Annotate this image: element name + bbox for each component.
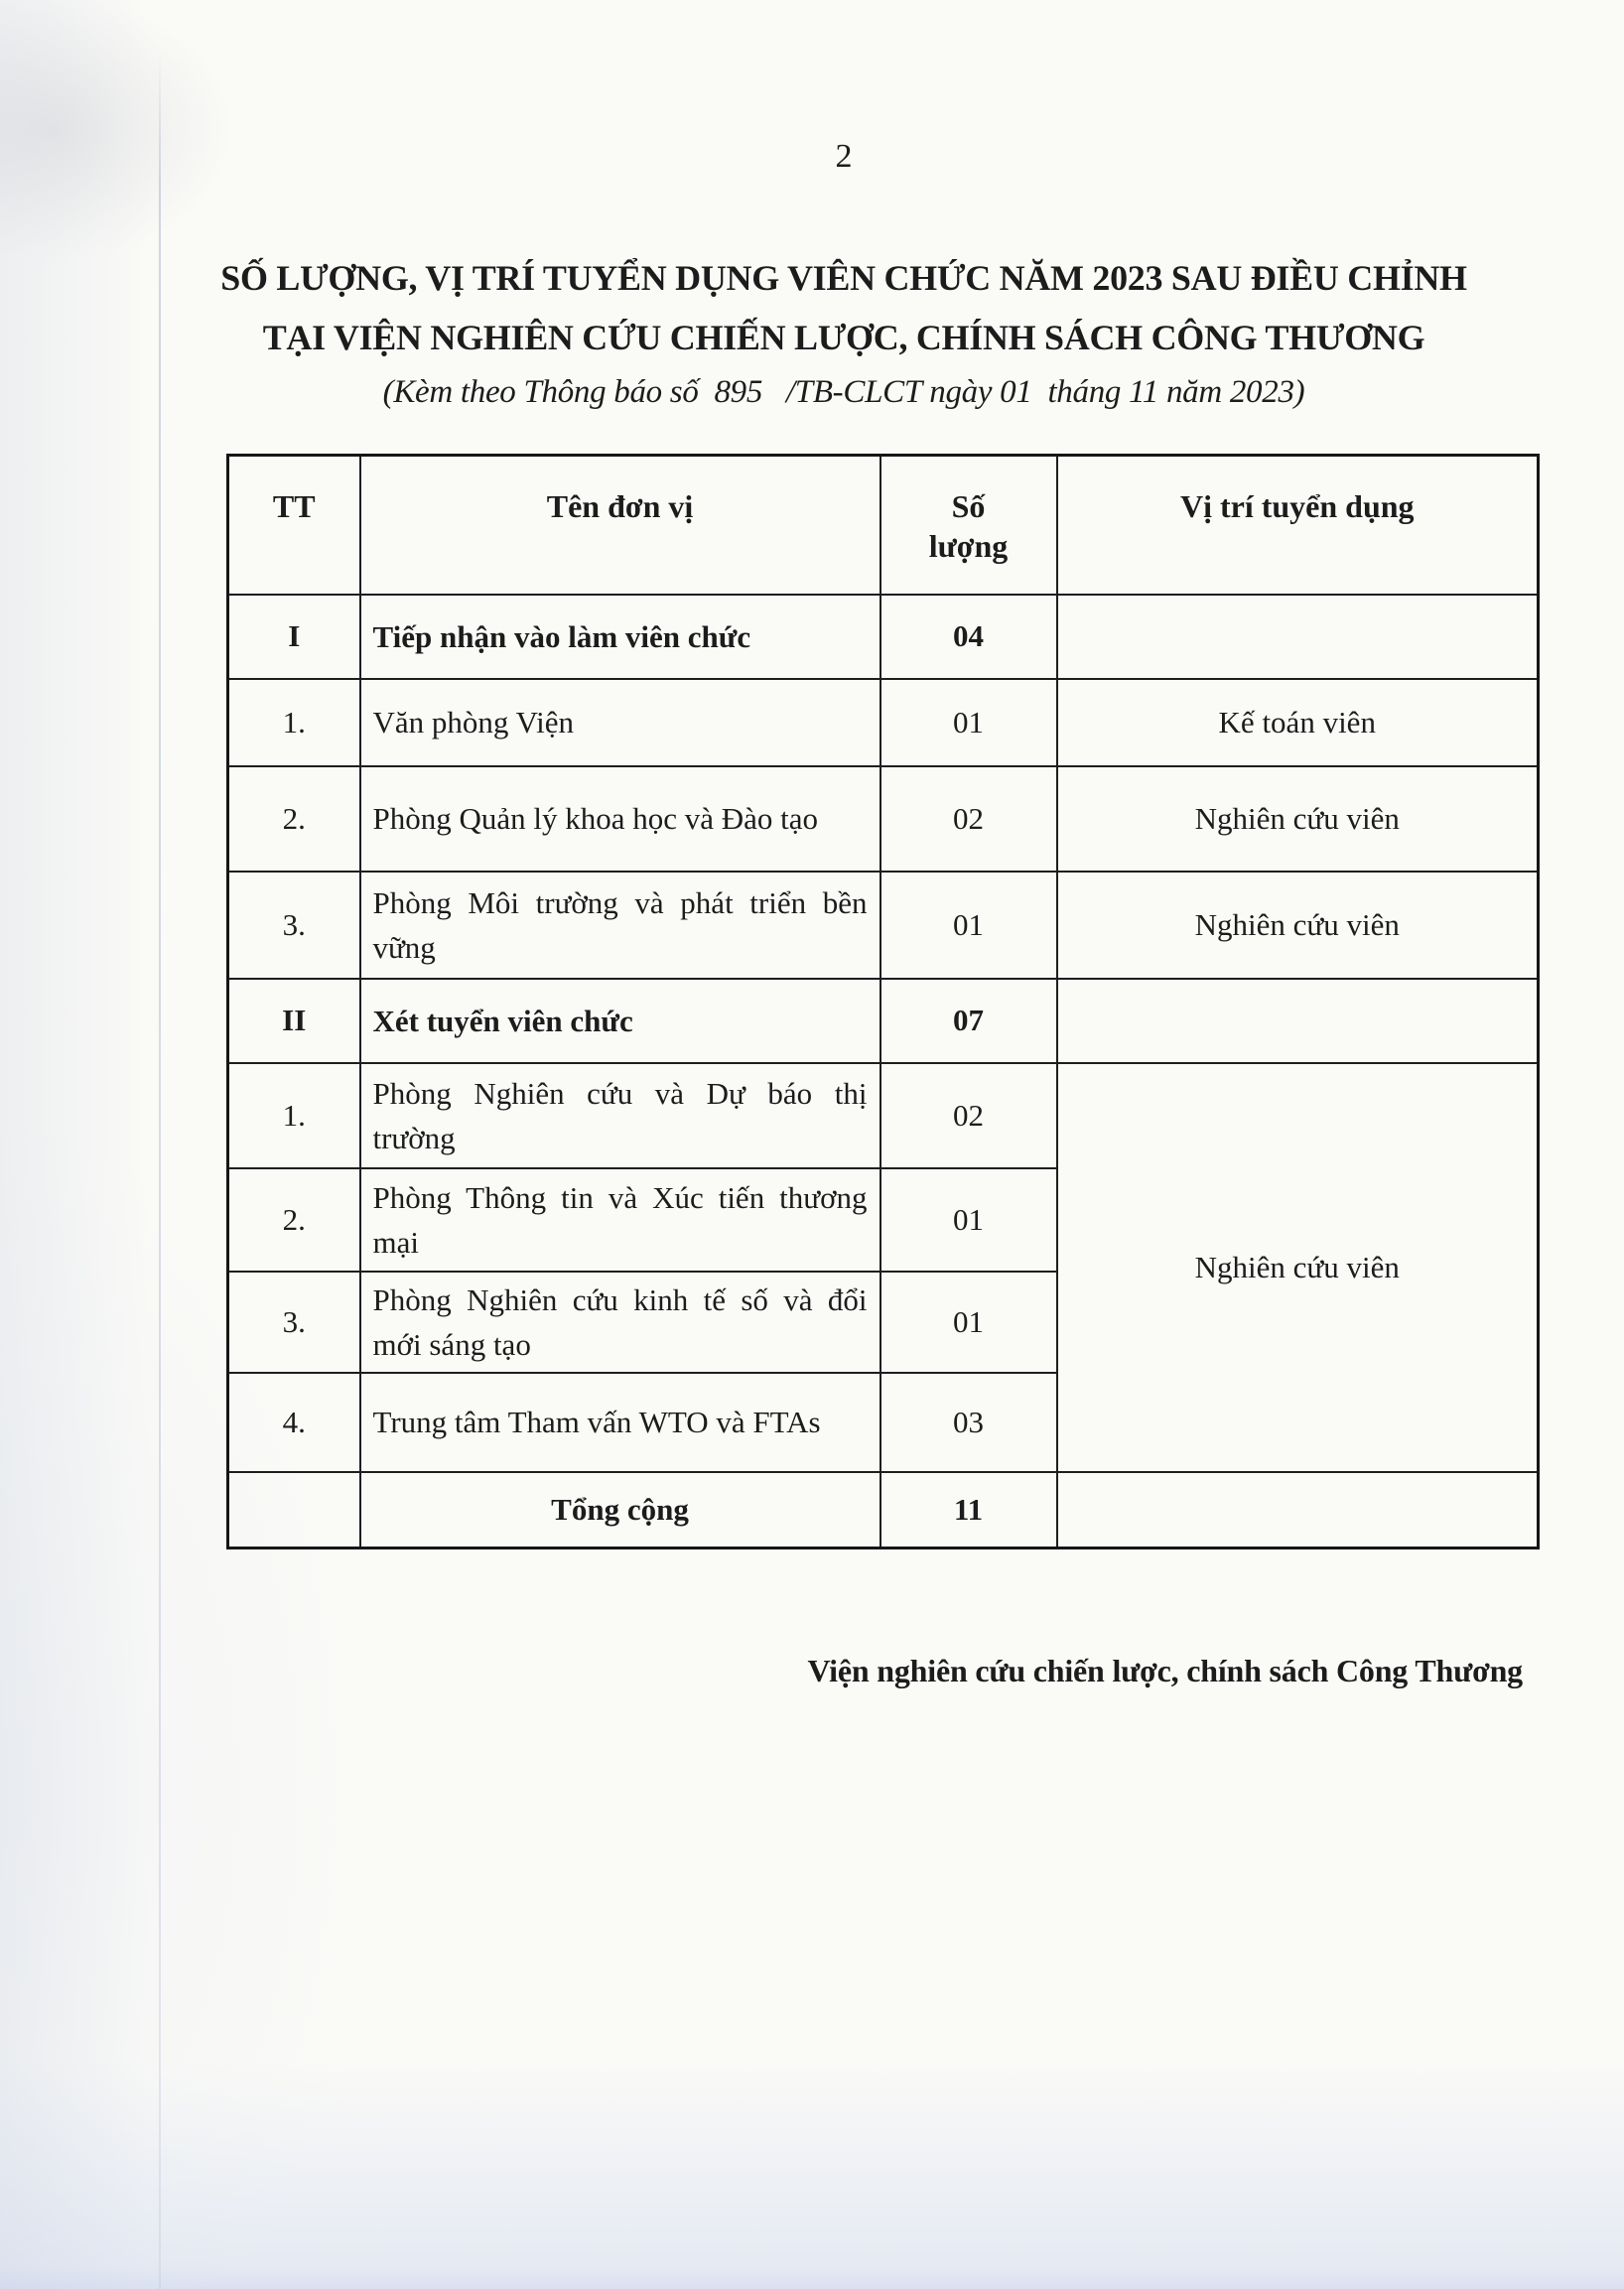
cell-tt: 3. xyxy=(228,872,360,979)
title-block xyxy=(169,248,1519,414)
cell-unit-name: Văn phòng Viện xyxy=(360,679,880,766)
cell-position xyxy=(1057,1472,1539,1548)
cell-unit-name: Phòng Môi trường và phát triển bền vững xyxy=(360,872,880,979)
document-title-line1: SỐ LƯỢNG, VỊ TRÍ TUYỂN DỤNG VIÊN CHỨC NĂM 2023 SAU ĐIỀU CHỈNH xyxy=(220,258,1467,298)
cell-quantity: 01 xyxy=(880,872,1057,979)
cell-quantity: 01 xyxy=(880,679,1057,766)
col-header-quantity xyxy=(880,456,1057,595)
row-section-ii xyxy=(228,979,1539,1063)
table-header-row xyxy=(228,456,1539,595)
cell-tt xyxy=(228,1472,360,1548)
cell-tt: 3. xyxy=(228,1272,360,1373)
table-header xyxy=(228,456,1539,595)
row-total xyxy=(228,1472,1539,1548)
row-i-2 xyxy=(228,766,1539,872)
col-header-tt: TT xyxy=(228,456,360,595)
cell-tt: 2. xyxy=(228,766,360,872)
cell-tt: 4. xyxy=(228,1373,360,1472)
cell-position: Nghiên cứu viên xyxy=(1057,872,1539,979)
cell-unit-name: Phòng Quản lý khoa học và Đào tạo xyxy=(360,766,880,872)
cell-tt: 1. xyxy=(228,679,360,766)
cell-quantity: 03 xyxy=(880,1373,1057,1472)
row-section-i xyxy=(228,595,1539,679)
cell-unit-name: Phòng Thông tin và Xúc tiến thương mại xyxy=(360,1168,880,1272)
cell-quantity: 11 xyxy=(880,1472,1057,1548)
row-i-3 xyxy=(228,872,1539,979)
cell-tt: 1. xyxy=(228,1063,360,1168)
cell-position-merged: Nghiên cứu viên xyxy=(1057,1063,1539,1472)
cell-position: Nghiên cứu viên xyxy=(1057,766,1539,872)
page-number: 2 xyxy=(835,138,853,175)
col-header-position: Vị trí tuyển dụng xyxy=(1057,456,1539,595)
cell-unit-name: Trung tâm Tham vấn WTO và FTAs xyxy=(360,1373,880,1472)
cell-tt: I xyxy=(228,595,360,679)
cell-tt: II xyxy=(228,979,360,1063)
row-ii-1 xyxy=(228,1063,1539,1168)
cell-quantity: 02 xyxy=(880,766,1057,872)
cell-position: Kế toán viên xyxy=(1057,679,1539,766)
cell-unit-name: Tiếp nhận vào làm viên chức xyxy=(360,595,880,679)
col-header-quantity-label: Số lượng xyxy=(928,488,1009,564)
cell-position xyxy=(1057,979,1539,1063)
cell-unit-name: Xét tuyển viên chức xyxy=(360,979,880,1063)
table-body xyxy=(228,595,1539,1548)
cell-quantity: 04 xyxy=(880,595,1057,679)
document-subtitle: (Kèm theo Thông báo số 895 /TB-CLCT ngày 01 tháng 11 năm 2023) xyxy=(382,374,1305,410)
cell-quantity: 07 xyxy=(880,979,1057,1063)
cell-total-label: Tổng cộng xyxy=(360,1472,880,1548)
scan-artifact-line xyxy=(159,52,161,2289)
cell-quantity: 01 xyxy=(880,1168,1057,1272)
cell-unit-name: Phòng Nghiên cứu kinh tế số và đổi mới sáng tạo xyxy=(360,1272,880,1373)
document-title-line2: TẠI VIỆN NGHIÊN CỨU CHIẾN LƯỢC, CHÍNH SÁCH CÔNG THƯƠNG xyxy=(262,318,1425,357)
cell-quantity: 01 xyxy=(880,1272,1057,1373)
cell-quantity: 02 xyxy=(880,1063,1057,1168)
row-i-1 xyxy=(228,679,1539,766)
col-header-unit: Tên đơn vị xyxy=(360,456,880,595)
recruitment-positions-table xyxy=(226,454,1540,1549)
signature-org-name: Viện nghiên cứu chiến lược, chính sách Công Thương xyxy=(807,1653,1523,1688)
cell-position xyxy=(1057,595,1539,679)
cell-unit-name: Phòng Nghiên cứu và Dự báo thị trường xyxy=(360,1063,880,1168)
cell-tt: 2. xyxy=(228,1168,360,1272)
